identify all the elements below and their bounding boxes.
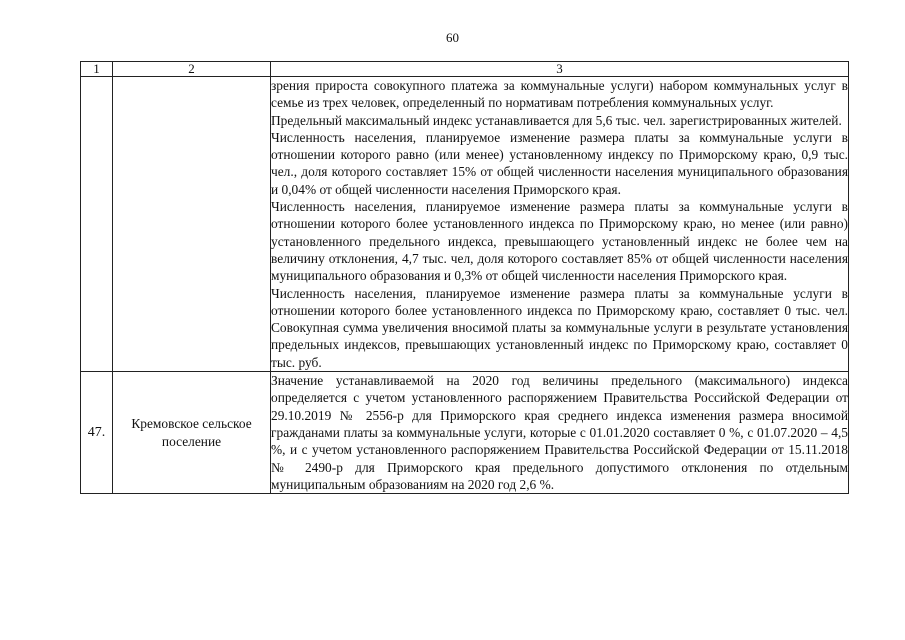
document-table: [80, 61, 849, 494]
paragraph: Численность населения, планируемое изменение размера платы за коммунальные услуги в отношении которого равно (или менее) установленному индексу по Приморскому краю, 0,9 тыс. чел., доля которого составляет 15% от общей численности населения муниципального образования и 0,04% от общей численности населения Приморского края.: [271, 129, 848, 197]
paragraph: Численность населения, планируемое изменение размера платы за коммунальные услуги в отношении которого более установленного индекса по Приморскому краю, но менее (или равно) установленного предельного индекса, превышающего установленный индекс не более чем на величину отклонения, 4,7 тыс. чел, доля которого составляет 85% от общей численности населения муниципального образования и 0,3% от общей численности населения Приморского края.: [271, 199, 848, 284]
paragraph: зрения прироста совокупного платежа за коммунальные услуги) набором коммунальных услуг в семье из трех человек, определенный по нормативам потребления коммунальных услуг.: [271, 78, 848, 111]
description-cell: [271, 77, 849, 372]
paragraph: Предельный максимальный индекс устанавливается для 5,6 тыс. чел. зарегистрированных жителей.: [271, 112, 842, 128]
paragraph: Значение устанавливаемой на 2020 год величины предельного (максимального) индекса определяется с учетом установленного распоряжением Правительства Российской Федерации от 29.10.2019 № 2556-р для Приморского края среднего индекса изменения размера вносимой гражданами платы за коммунальные услуги, которые с 01.01.2020 составляет 0 %, с 01.07.2020 – 4,5 %, и с учетом установленного распоряжением Правительства Российской Федерации от 15.11.2018 № 2490-р для Приморского края предельного допустимого отклонения по отдельным муниципальным образованиям на 2020 год 2,6 %.: [271, 373, 848, 492]
description-cell: [271, 372, 849, 494]
row-number: [81, 77, 113, 372]
paragraph: Численность населения, планируемое изменение размера платы за коммунальные услуги в отношении которого более установленного индекса по Приморскому краю, составляет 0 тыс. чел. Совокупная сумма увеличения вносимой платы за коммунальные услуги в результате установления предельных индексов, превышающих установленный индекс по Приморскому краю, составляет 0 тыс. руб.: [271, 285, 848, 370]
header-col-2: 2: [113, 62, 271, 77]
table-row: [81, 77, 849, 372]
municipality-name: [113, 77, 271, 372]
table-row: [81, 372, 849, 494]
page-number: 60: [446, 30, 459, 45]
header-col-3: 3: [271, 62, 849, 77]
table-header-row: [81, 62, 849, 77]
header-col-1: 1: [81, 62, 113, 77]
municipality-name: Кремовское сельское поселение: [113, 372, 271, 494]
row-number: 47.: [81, 372, 113, 494]
